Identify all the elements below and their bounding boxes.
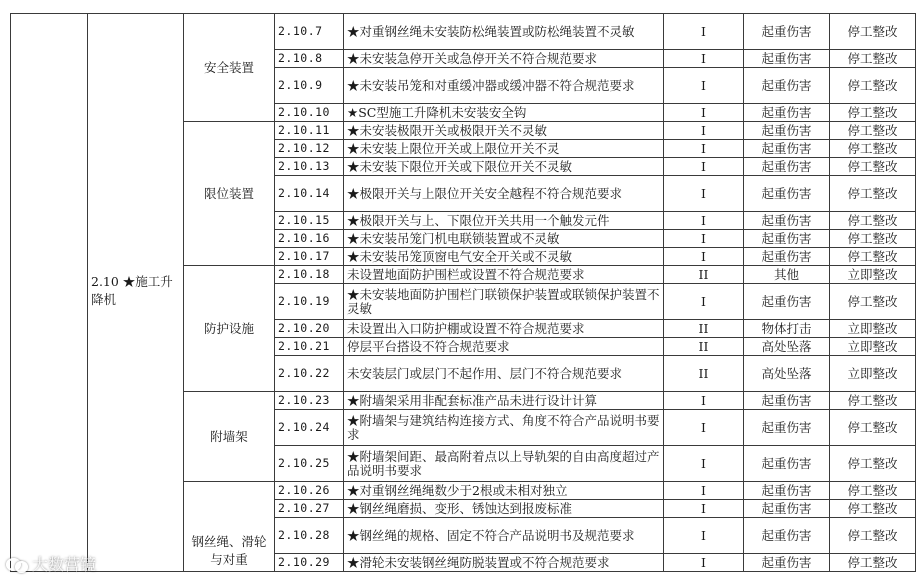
main-category: 2.10 ★施工升降机	[91, 273, 173, 307]
row-accident-type: 起重伤害	[744, 392, 830, 410]
row-code: 2.10.14	[275, 176, 344, 212]
row-action: 立即整改	[830, 338, 916, 356]
row-description: ★极限开关与上、下限位开关共用一个触发元件	[344, 212, 664, 230]
row-description: ★对重钢丝绳未安装防松绳装置或防松绳装置不灵敏	[344, 14, 664, 50]
row-accident-type: 起重伤害	[744, 518, 830, 554]
row-code: 2.10.21	[275, 338, 344, 356]
row-description: 未设置地面防护围栏或设置不符合规范要求	[344, 266, 664, 284]
row-code: 2.10.20	[275, 320, 344, 338]
row-description: 未安装层门或层门不起作用、层门不符合规范要求	[344, 356, 664, 392]
row-accident-type: 起重伤害	[744, 140, 830, 158]
row-action: 停工整改	[830, 392, 916, 410]
row-description: ★极限开关与上限位开关安全越程不符合规范要求	[344, 176, 664, 212]
row-level: I	[664, 392, 744, 410]
row-level: I	[664, 410, 744, 446]
row-action: 停工整改	[830, 410, 916, 446]
row-accident-type: 起重伤害	[744, 158, 830, 176]
row-code: 2.10.16	[275, 230, 344, 248]
wechat-icon	[6, 556, 28, 572]
row-level: I	[664, 248, 744, 266]
row-description: ★SC型施工升降机未安装安全钩	[344, 104, 664, 122]
row-level: I	[664, 50, 744, 68]
row-action: 停工整改	[830, 500, 916, 518]
row-description: 停层平台搭设不符合规范要求	[344, 338, 664, 356]
row-description: ★附墙架间距、最高附着点以上导轨架的自由高度超过产品说明书要求	[344, 446, 664, 482]
row-accident-type: 高处坠落	[744, 338, 830, 356]
row-accident-type: 起重伤害	[744, 446, 830, 482]
row-code: 2.10.22	[275, 356, 344, 392]
row-level: I	[664, 212, 744, 230]
row-action: 停工整改	[830, 446, 916, 482]
row-action: 停工整改	[830, 230, 916, 248]
row-code: 2.10.12	[275, 140, 344, 158]
row-action: 停工整改	[830, 14, 916, 50]
row-level: I	[664, 122, 744, 140]
row-action: 停工整改	[830, 518, 916, 554]
row-action: 停工整改	[830, 284, 916, 320]
row-action: 停工整改	[830, 554, 916, 572]
row-action: 立即整改	[830, 266, 916, 284]
row-code: 2.10.26	[275, 482, 344, 500]
row-code: 2.10.28	[275, 518, 344, 554]
row-description: ★未安装下限位开关或下限位开关不灵敏	[344, 158, 664, 176]
row-code: 2.10.10	[275, 104, 344, 122]
row-accident-type: 高处坠落	[744, 356, 830, 392]
row-description: ★附墙架采用非配套标准产品未进行设计计算	[344, 392, 664, 410]
row-level: I	[664, 158, 744, 176]
row-action: 停工整改	[830, 104, 916, 122]
row-accident-type: 起重伤害	[744, 212, 830, 230]
row-code: 2.10.25	[275, 446, 344, 482]
main-category-cell	[88, 14, 184, 572]
row-code: 2.10.27	[275, 500, 344, 518]
row-accident-type: 起重伤害	[744, 230, 830, 248]
row-description: ★附墙架与建筑结构连接方式、角度不符合产品说明书要求	[344, 410, 664, 446]
row-accident-type: 起重伤害	[744, 284, 830, 320]
row-level: I	[664, 554, 744, 572]
watermark-text: 大数营镜	[32, 555, 97, 574]
group-安全装置: 安全装置	[184, 14, 275, 122]
row-level: I	[664, 446, 744, 482]
row-description: ★钢丝绳磨损、变形、锈蚀达到报废标准	[344, 500, 664, 518]
row-level: I	[664, 176, 744, 212]
row-description: 未设置出入口防护棚或设置不符合规范要求	[344, 320, 664, 338]
row-level: I	[664, 140, 744, 158]
row-action: 停工整改	[830, 482, 916, 500]
row-accident-type: 起重伤害	[744, 104, 830, 122]
row-action: 停工整改	[830, 122, 916, 140]
row-level: I	[664, 230, 744, 248]
row-description: ★对重钢丝绳绳数少于2根或未相对独立	[344, 482, 664, 500]
row-accident-type: 起重伤害	[744, 68, 830, 104]
row-code: 2.10.23	[275, 392, 344, 410]
row-code: 2.10.8	[275, 50, 344, 68]
row-level: II	[664, 266, 744, 284]
row-level: I	[664, 518, 744, 554]
row-action: 停工整改	[830, 68, 916, 104]
row-accident-type: 起重伤害	[744, 554, 830, 572]
row-level: I	[664, 284, 744, 320]
row-action: 立即整改	[830, 356, 916, 392]
row-accident-type: 起重伤害	[744, 410, 830, 446]
row-level: I	[664, 104, 744, 122]
row-accident-type: 起重伤害	[744, 500, 830, 518]
row-accident-type: 起重伤害	[744, 248, 830, 266]
row-accident-type: 起重伤害	[744, 482, 830, 500]
row-level: I	[664, 14, 744, 50]
row-level: I	[664, 482, 744, 500]
row-code: 2.10.7	[275, 14, 344, 50]
row-accident-type: 物体打击	[744, 320, 830, 338]
group-附墙架: 附墙架	[184, 392, 275, 482]
row-code: 2.10.24	[275, 410, 344, 446]
row-code: 2.10.13	[275, 158, 344, 176]
row-level: II	[664, 356, 744, 392]
group-限位装置: 限位装置	[184, 122, 275, 266]
row-action: 停工整改	[830, 140, 916, 158]
row-action: 停工整改	[830, 248, 916, 266]
row-description: ★未安装急停开关或急停开关不符合规范要求	[344, 50, 664, 68]
row-accident-type: 其他	[744, 266, 830, 284]
row-code: 2.10.18	[275, 266, 344, 284]
group-防护设施: 防护设施	[184, 266, 275, 392]
row-action: 停工整改	[830, 176, 916, 212]
row-accident-type: 起重伤害	[744, 122, 830, 140]
left-blank-column	[11, 14, 88, 572]
row-level: II	[664, 320, 744, 338]
row-description: ★未安装吊笼和对重缓冲器或缓冲器不符合规范要求	[344, 68, 664, 104]
row-description: ★未安装吊笼门机电联锁装置或不灵敏	[344, 230, 664, 248]
row-action: 停工整改	[830, 212, 916, 230]
watermark	[6, 552, 96, 575]
row-level: I	[664, 68, 744, 104]
row-description: ★未安装上限位开关或上限位开关不灵	[344, 140, 664, 158]
row-description: ★滑轮未安装钢丝绳防脱装置或不符合规范要求	[344, 554, 664, 572]
hazard-table	[10, 13, 916, 572]
row-description: ★钢丝绳的规格、固定不符合产品说明书及规范要求	[344, 518, 664, 554]
row-accident-type: 起重伤害	[744, 14, 830, 50]
row-accident-type: 起重伤害	[744, 50, 830, 68]
row-code: 2.10.17	[275, 248, 344, 266]
row-action: 立即整改	[830, 320, 916, 338]
group-钢丝绳滑轮与对重: 钢丝绳、滑轮与对重	[184, 482, 275, 572]
row-description: ★未安装地面防护围栏门联锁保护装置或联锁保护装置不灵敏	[344, 284, 664, 320]
row-code: 2.10.15	[275, 212, 344, 230]
row-level: I	[664, 500, 744, 518]
row-description: ★未安装极限开关或极限开关不灵敏	[344, 122, 664, 140]
row-code: 2.10.19	[275, 284, 344, 320]
table-row	[11, 14, 916, 50]
row-action: 停工整改	[830, 50, 916, 68]
row-action: 停工整改	[830, 158, 916, 176]
row-level: II	[664, 338, 744, 356]
row-code: 2.10.29	[275, 554, 344, 572]
row-description: ★未安装吊笼顶窗电气安全开关或不灵敏	[344, 248, 664, 266]
row-code: 2.10.11	[275, 122, 344, 140]
row-code: 2.10.9	[275, 68, 344, 104]
row-accident-type: 起重伤害	[744, 176, 830, 212]
